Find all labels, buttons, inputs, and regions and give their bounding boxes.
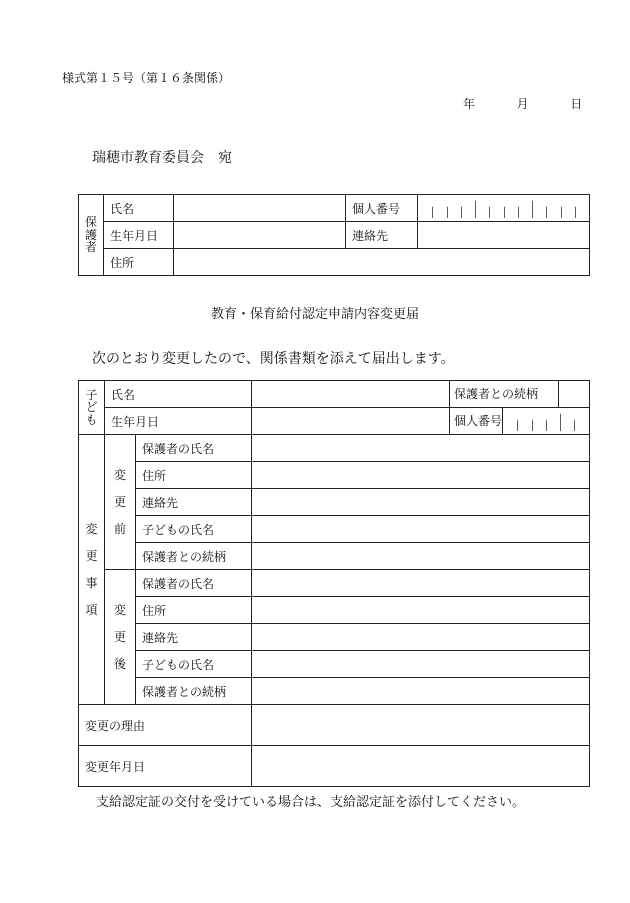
guardian-table (78, 194, 590, 276)
child-relation-cell (450, 381, 590, 408)
before-guardian-name-field[interactable] (252, 435, 590, 462)
change-reason-field[interactable] (252, 705, 590, 746)
before-relation-label: 保護者との続柄 (136, 543, 252, 570)
after-label: 変 更 後 (105, 570, 136, 705)
after-child-name-label: 子どもの氏名 (136, 651, 252, 678)
guardian-name-label: 氏名 (104, 195, 174, 222)
before-contact-label: 連絡先 (136, 489, 252, 516)
after-child-name-field[interactable] (252, 651, 590, 678)
child-name-label: 氏名 (105, 381, 252, 408)
addressee: 瑞穂市教育委員会 宛 (92, 150, 232, 166)
child-relation-field[interactable] (559, 381, 589, 407)
guardian-birthdate-field[interactable] (174, 222, 346, 249)
before-child-name-label: 子どもの氏名 (136, 516, 252, 543)
before-child-name-field[interactable] (252, 516, 590, 543)
after-contact-field[interactable] (252, 624, 590, 651)
intro-text: 次のとおり変更したので、関係書類を添えて届出します。 (92, 351, 455, 367)
after-address-field[interactable] (252, 597, 590, 624)
change-date-field[interactable] (252, 746, 590, 787)
form-number: 様式第１５号（第１６条関係） (62, 71, 231, 85)
before-label: 変 更 前 (105, 435, 136, 570)
child-name-field[interactable] (252, 381, 450, 408)
child-personal-number-cell (450, 408, 590, 435)
after-relation-field[interactable] (252, 678, 590, 705)
after-guardian-name-label: 保護者の氏名 (136, 570, 252, 597)
after-address-label: 住所 (136, 597, 252, 624)
child-personal-number-field[interactable] (503, 408, 589, 434)
guardian-personal-number-field[interactable] (418, 195, 590, 222)
guardian-contact-label: 連絡先 (346, 222, 418, 249)
digit-separator-marks (418, 195, 589, 221)
before-contact-field[interactable] (252, 489, 590, 516)
date-line (463, 95, 582, 112)
before-address-label: 住所 (136, 462, 252, 489)
child-birthdate-field[interactable] (252, 408, 450, 435)
guardian-address-field[interactable] (174, 249, 590, 276)
guardian-address-label: 住所 (104, 249, 174, 276)
digit-separator-marks (503, 408, 589, 434)
date-year-label: 年 (463, 97, 476, 111)
date-day-label: 日 (570, 97, 583, 111)
before-relation-field[interactable] (252, 543, 590, 570)
footnote: 支給認定証の交付を受けている場合は、支給認定証を添付してください。 (96, 795, 526, 810)
after-guardian-name-field[interactable] (252, 570, 590, 597)
change-reason-label: 変更の理由 (79, 705, 252, 746)
child-birthdate-label: 生年月日 (105, 408, 252, 435)
guardian-contact-field[interactable] (418, 222, 590, 249)
after-relation-label: 保護者との続柄 (136, 678, 252, 705)
before-address-field[interactable] (252, 462, 590, 489)
child-relation-label: 保護者との続柄 (450, 381, 559, 407)
child-section-label: 子 ど も (79, 381, 105, 435)
before-guardian-name-label: 保護者の氏名 (136, 435, 252, 462)
guardian-personal-number-label: 個人番号 (346, 195, 418, 222)
child-personal-number-label: 個人番号 (450, 408, 503, 434)
guardian-name-field[interactable] (174, 195, 346, 222)
guardian-section-label: 保 護 者 (79, 195, 104, 276)
after-contact-label: 連絡先 (136, 624, 252, 651)
change-table (78, 380, 590, 787)
change-date-label: 変更年月日 (79, 746, 252, 787)
guardian-birthdate-label: 生年月日 (104, 222, 174, 249)
changes-section-label: 変 更 事 項 (79, 435, 105, 705)
date-month-label: 月 (516, 97, 529, 111)
page-title: 教育・保育給付認定申請内容変更届 (210, 307, 419, 322)
